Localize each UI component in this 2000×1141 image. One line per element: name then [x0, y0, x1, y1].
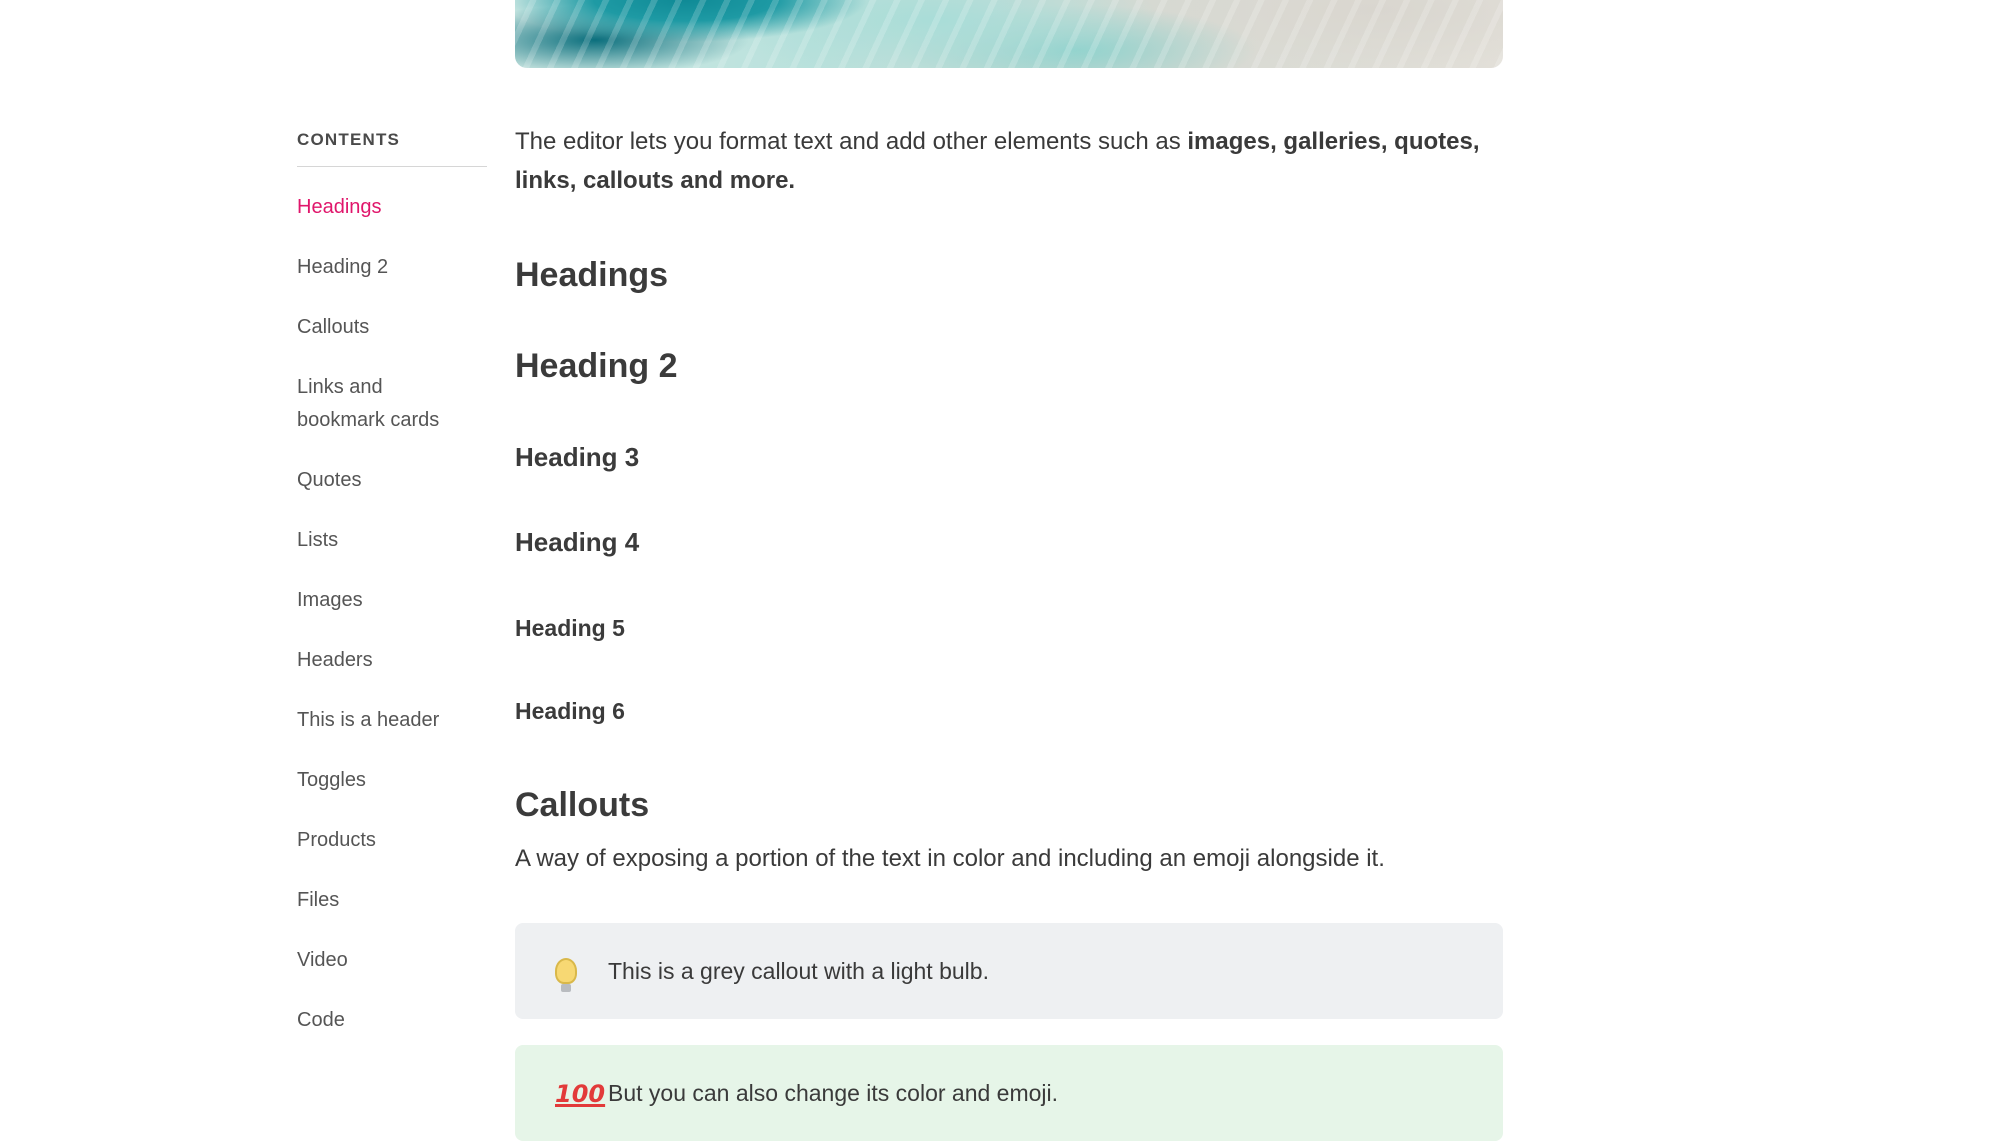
- callout-grey-text: This is a grey callout with a light bulb.: [608, 957, 989, 984]
- callouts-description: A way of exposing a portion of the text in color and including an emoji alongside it.: [515, 845, 1385, 872]
- toc-item-heading-2[interactable]: Heading 2: [297, 256, 389, 278]
- toc-item-lists[interactable]: Lists: [297, 529, 339, 551]
- intro-bold-text: images, galleries, quotes, links, callouts and more.: [515, 128, 1480, 194]
- heading-6: Heading 6: [515, 698, 625, 724]
- toc-item-code[interactable]: Code: [297, 1009, 345, 1031]
- intro-paragraph: [515, 122, 1505, 200]
- toc-item-files[interactable]: Files: [297, 889, 340, 911]
- toc-item-callouts[interactable]: Callouts: [297, 316, 370, 338]
- intro-text: The editor lets you format text and add other elements such as: [515, 128, 1188, 155]
- callout-grey: [515, 923, 1503, 1019]
- toc-item-images[interactable]: Images: [297, 589, 363, 611]
- toc-list: [297, 191, 487, 1037]
- heading-2: Heading 2: [515, 347, 678, 385]
- heading-4: Heading 4: [515, 527, 640, 557]
- heading-callouts: Callouts: [515, 786, 650, 824]
- toc-item-quotes[interactable]: Quotes: [297, 469, 362, 491]
- heading-headings: Headings: [515, 256, 669, 294]
- heading-3: Heading 3: [515, 442, 640, 472]
- table-of-contents: [297, 130, 487, 1064]
- toc-item-links-and-bookmark-cards[interactable]: Links and bookmark cards: [297, 376, 440, 431]
- toc-item-headings[interactable]: Headings: [297, 196, 382, 218]
- toc-item-toggles[interactable]: Toggles: [297, 769, 366, 791]
- toc-title: CONTENTS: [297, 130, 487, 167]
- cover-image: [515, 0, 1503, 68]
- toc-item-products[interactable]: Products: [297, 829, 376, 851]
- hundred-points-icon: 100: [555, 1080, 606, 1108]
- heading-5: Heading 5: [515, 615, 625, 641]
- toc-item-headers[interactable]: Headers: [297, 649, 373, 671]
- callout-green: [515, 1045, 1503, 1141]
- article-content: [515, 122, 1505, 1141]
- light-bulb-icon: [555, 956, 608, 987]
- toc-item-this-is-a-header[interactable]: This is a header: [297, 709, 440, 731]
- callout-green-text: But you can also change its color and emoji.: [608, 1079, 1059, 1106]
- toc-item-video[interactable]: Video: [297, 949, 348, 971]
